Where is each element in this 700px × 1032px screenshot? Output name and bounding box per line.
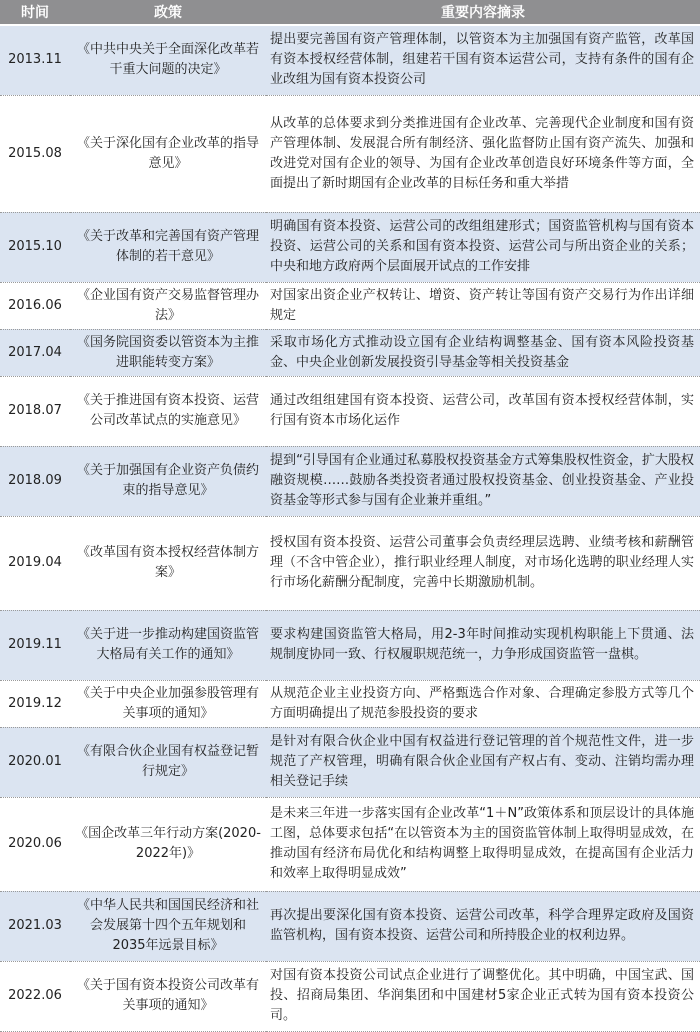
- table-row: [0, 212, 700, 282]
- table-row: [0, 376, 700, 446]
- row-date: 2019.11: [0, 610, 70, 680]
- row-summary: 采取市场化方式推动设立国有企业结构调整基金、国有资本风险投资基金、中央企业创新发展投资引导基金等相关投资基金: [266, 329, 700, 376]
- row-policy: 《关于加强国有企业资产负债约束的指导意见》: [70, 446, 266, 516]
- row-date: 2013.11: [0, 25, 70, 95]
- table-row: [0, 446, 700, 516]
- table-row: [0, 680, 700, 727]
- row-summary: 再次提出要深化国有资本投资、运营公司改革，科学合理界定政府及国资监管机构，国有资本投资、运营公司和所持股企业的权利边界。: [266, 891, 700, 961]
- row-summary: 是针对有限合伙企业中国有权益进行登记管理的首个规范性文件，进一步规范了产权管理，明确有限合伙企业国有产权占有、变动、注销均需办理相关登记手续: [266, 727, 700, 797]
- row-policy: 《关于改革和完善国有资产管理体制的若干意见》: [70, 212, 266, 282]
- row-policy: 《企业国有资产交易监督管理办法》: [70, 282, 266, 329]
- row-policy: 《国企改革三年行动方案(2020-2022年)》: [70, 797, 266, 891]
- row-date: 2019.04: [0, 516, 70, 610]
- row-policy: 《有限合伙企业国有权益登记暂行规定》: [70, 727, 266, 797]
- row-date: 2021.03: [0, 891, 70, 961]
- row-policy: 《关于深化国有企业改革的指导意见》: [70, 95, 266, 212]
- header-time: 时间: [0, 0, 70, 25]
- header-row: [0, 0, 700, 25]
- row-policy: 《中华人民共和国国民经济和社会发展第十四个五年规划和2035年远景目标》: [70, 891, 266, 961]
- row-policy: 《国务院国资委以管资本为主推进职能转变方案》: [70, 329, 266, 376]
- table-row: [0, 282, 700, 329]
- row-summary: 是未来三年进一步落实国有企业改革“1＋N”政策体系和顶层设计的具体施工图，总体要求包括“在以管资本为主的国资监管体制上取得明显成效，在推动国有经济布局优化和结构调整上取得明显成效，在提高国有企业活力和效率上取得明显成效”: [266, 797, 700, 891]
- row-policy: 《关于进一步推动构建国资监管大格局有关工作的通知》: [70, 610, 266, 680]
- row-policy: 《改革国有资本授权经营体制方案》: [70, 516, 266, 610]
- table-body: [0, 25, 700, 1031]
- header-policy: 政策: [70, 0, 266, 25]
- row-date: 2018.09: [0, 446, 70, 516]
- row-date: 2018.07: [0, 376, 70, 446]
- row-summary: 授权国有资本投资、运营公司董事会负责经理层选聘、业绩考核和薪酬管理（不含中管企业），推行职业经理人制度，对市场化选聘的职业经理人实行市场化薪酬分配制度，完善中长期激励机制。: [266, 516, 700, 610]
- row-date: 2022.06: [0, 961, 70, 1031]
- table-row: [0, 891, 700, 961]
- row-date: 2020.06: [0, 797, 70, 891]
- row-summary: 提到“引导国有企业通过私募股权投资基金方式筹集股权性资金，扩大股权融资规模……鼓励各类投资者通过股权投资基金、创业投资基金、产业投资基金等形式参与国有企业兼并重组。”: [266, 446, 700, 516]
- table-row: [0, 95, 700, 212]
- row-summary: 对国家出资企业产权转让、增资、资产转让等国有资产交易行为作出详细规定: [266, 282, 700, 329]
- table-row: [0, 610, 700, 680]
- row-policy: 《关于推进国有资本投资、运营公司改革试点的实施意见》: [70, 376, 266, 446]
- table-row: [0, 961, 700, 1031]
- row-date: 2019.12: [0, 680, 70, 727]
- table-row: [0, 25, 700, 95]
- table-row: [0, 516, 700, 610]
- row-date: 2015.08: [0, 95, 70, 212]
- row-date: 2016.06: [0, 282, 70, 329]
- header-summary: 重要内容摘录: [266, 0, 700, 25]
- row-summary: 从改革的总体要求到分类推进国有企业改革、完善现代企业制度和国有资产管理体制、发展混合所有制经济、强化监督防止国有资产流失、加强和改进党对国有企业的领导、为国有企业改革创造良好环境条件等方面，全面提出了新时期国有企业改革的目标任务和重大举措: [266, 95, 700, 212]
- row-summary: 从规范企业主业投资方向、严格甄选合作对象、合理确定参股方式等几个方面明确提出了规范参股投资的要求: [266, 680, 700, 727]
- row-summary: 对国有资本投资公司试点企业进行了调整优化。其中明确，中国宝武、国投、招商局集团、华润集团和中国建材5家企业正式转为国有资本投资公司。: [266, 961, 700, 1031]
- row-policy: 《关于中央企业加强参股管理有关事项的通知》: [70, 680, 266, 727]
- row-policy: 《中共中央关于全面深化改革若干重大问题的决定》: [70, 25, 266, 95]
- row-summary: 通过改组组建国有资本投资、运营公司，改革国有资本授权经营体制，实行国有资本市场化运作: [266, 376, 700, 446]
- row-summary: 明确国有资本投资、运营公司的改组组建形式；国资监管机构与国有资本投资、运营公司的关系和国有资本投资、运营公司与所出资企业的关系；中央和地方政府两个层面展开试点的工作安排: [266, 212, 700, 282]
- row-date: 2020.01: [0, 727, 70, 797]
- row-date: 2015.10: [0, 212, 70, 282]
- row-policy: 《关于国有资本投资公司改革有关事项的通知》: [70, 961, 266, 1031]
- row-date: 2017.04: [0, 329, 70, 376]
- row-summary: 要求构建国资监管大格局，用2-3年时间推动实现机构职能上下贯通、法规制度协同一致、行权履职规范统一，力争形成国资监管一盘棋。: [266, 610, 700, 680]
- table-row: [0, 797, 700, 891]
- table-row: [0, 727, 700, 797]
- table-header: [0, 0, 700, 25]
- row-summary: 提出要完善国有资产管理体制，以管资本为主加强国有资产监管，改革国有资本授权经营体制，组建若干国有资本运营公司，支持有条件的国有企业改组为国有资本投资公司: [266, 25, 700, 95]
- table-row: [0, 329, 700, 376]
